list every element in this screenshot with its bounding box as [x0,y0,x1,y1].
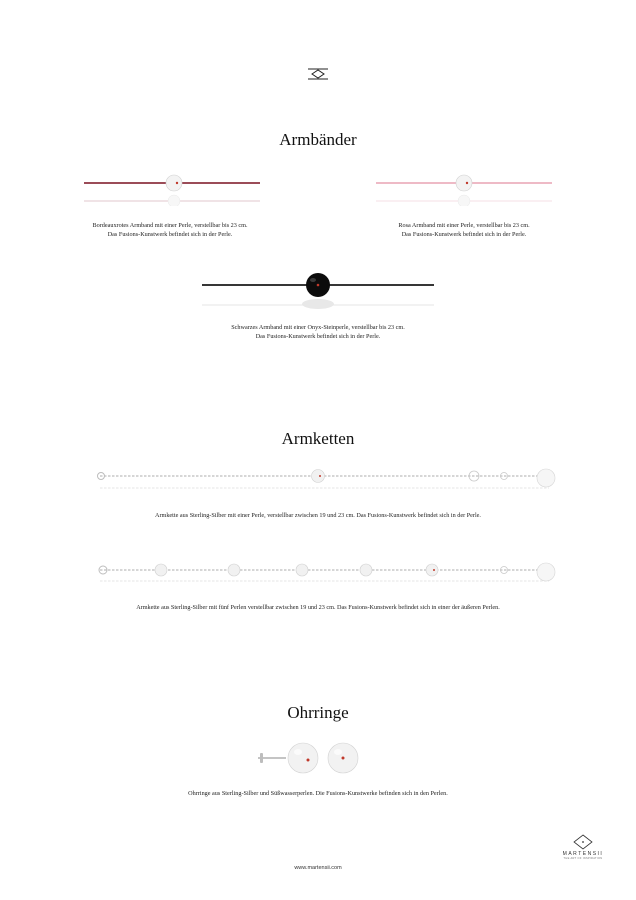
caption-line: Rosa Armband mit einer Perle, verstellbar bis 23 cm. [398,222,530,229]
pink-bracelet-caption [354,221,574,239]
pearl-earrings-image [250,740,366,776]
brand-name: MARTENSII [562,851,604,857]
brand-emblem-icon [307,68,329,80]
black-bracelet-caption [178,323,458,341]
silver-chain-five-pearls-image [94,560,560,588]
caption-line: Bordeauxrotes Armband mit einer Perle, verstellbar bis 23 cm. [92,222,248,229]
pink-bracelet-image [374,170,554,206]
diamond-logo-icon [573,834,593,850]
bordeaux-bracelet-caption [60,221,280,239]
bordeaux-bracelet-image [82,170,262,206]
footer-url[interactable]: www.martensii.com [294,865,342,871]
chain-five-pearls-caption: Armkette aus Sterling-Silber mit fünf Perlen verstellbar zwischen 19 und 23 cm. Das Fusions-Kunstwerk befindet sich in einer der äußeren Perlen. [136,604,500,611]
brand-tagline: THE ART OF INSPIRATION [563,857,603,860]
section-title-ohrringe: Ohrringe [287,703,349,722]
black-onyx-bracelet-image [200,268,436,310]
caption-line: Schwarzes Armband mit einer Onyx-Steinperle, verstellbar bis 23 cm. [231,324,405,331]
earrings-caption: Ohrringe aus Sterling-Silber und Süßwasserperlen. Die Fusions-Kunstwerke befinden sich in den Perlen. [188,790,448,797]
section-title-armbaender: Armbänder [279,130,357,149]
section-title-armketten: Armketten [281,429,355,448]
caption-line: Das Fusions-Kunstwerk befindet sich in der Perle. [255,333,381,340]
chain-one-pearl-caption: Armkette aus Sterling-Silber mit einer Perle, verstellbar zwischen 19 und 23 cm. Das Fusions-Kunstwerk befindet sich in der Perle. [155,512,481,519]
caption-line: Das Fusions-Kunstwerk befindet sich in der Perle. [107,231,233,238]
brand-logo [560,834,606,868]
silver-chain-one-pearl-image [94,466,560,494]
caption-line: Das Fusions-Kunstwerk befindet sich in der Perle. [401,231,527,238]
